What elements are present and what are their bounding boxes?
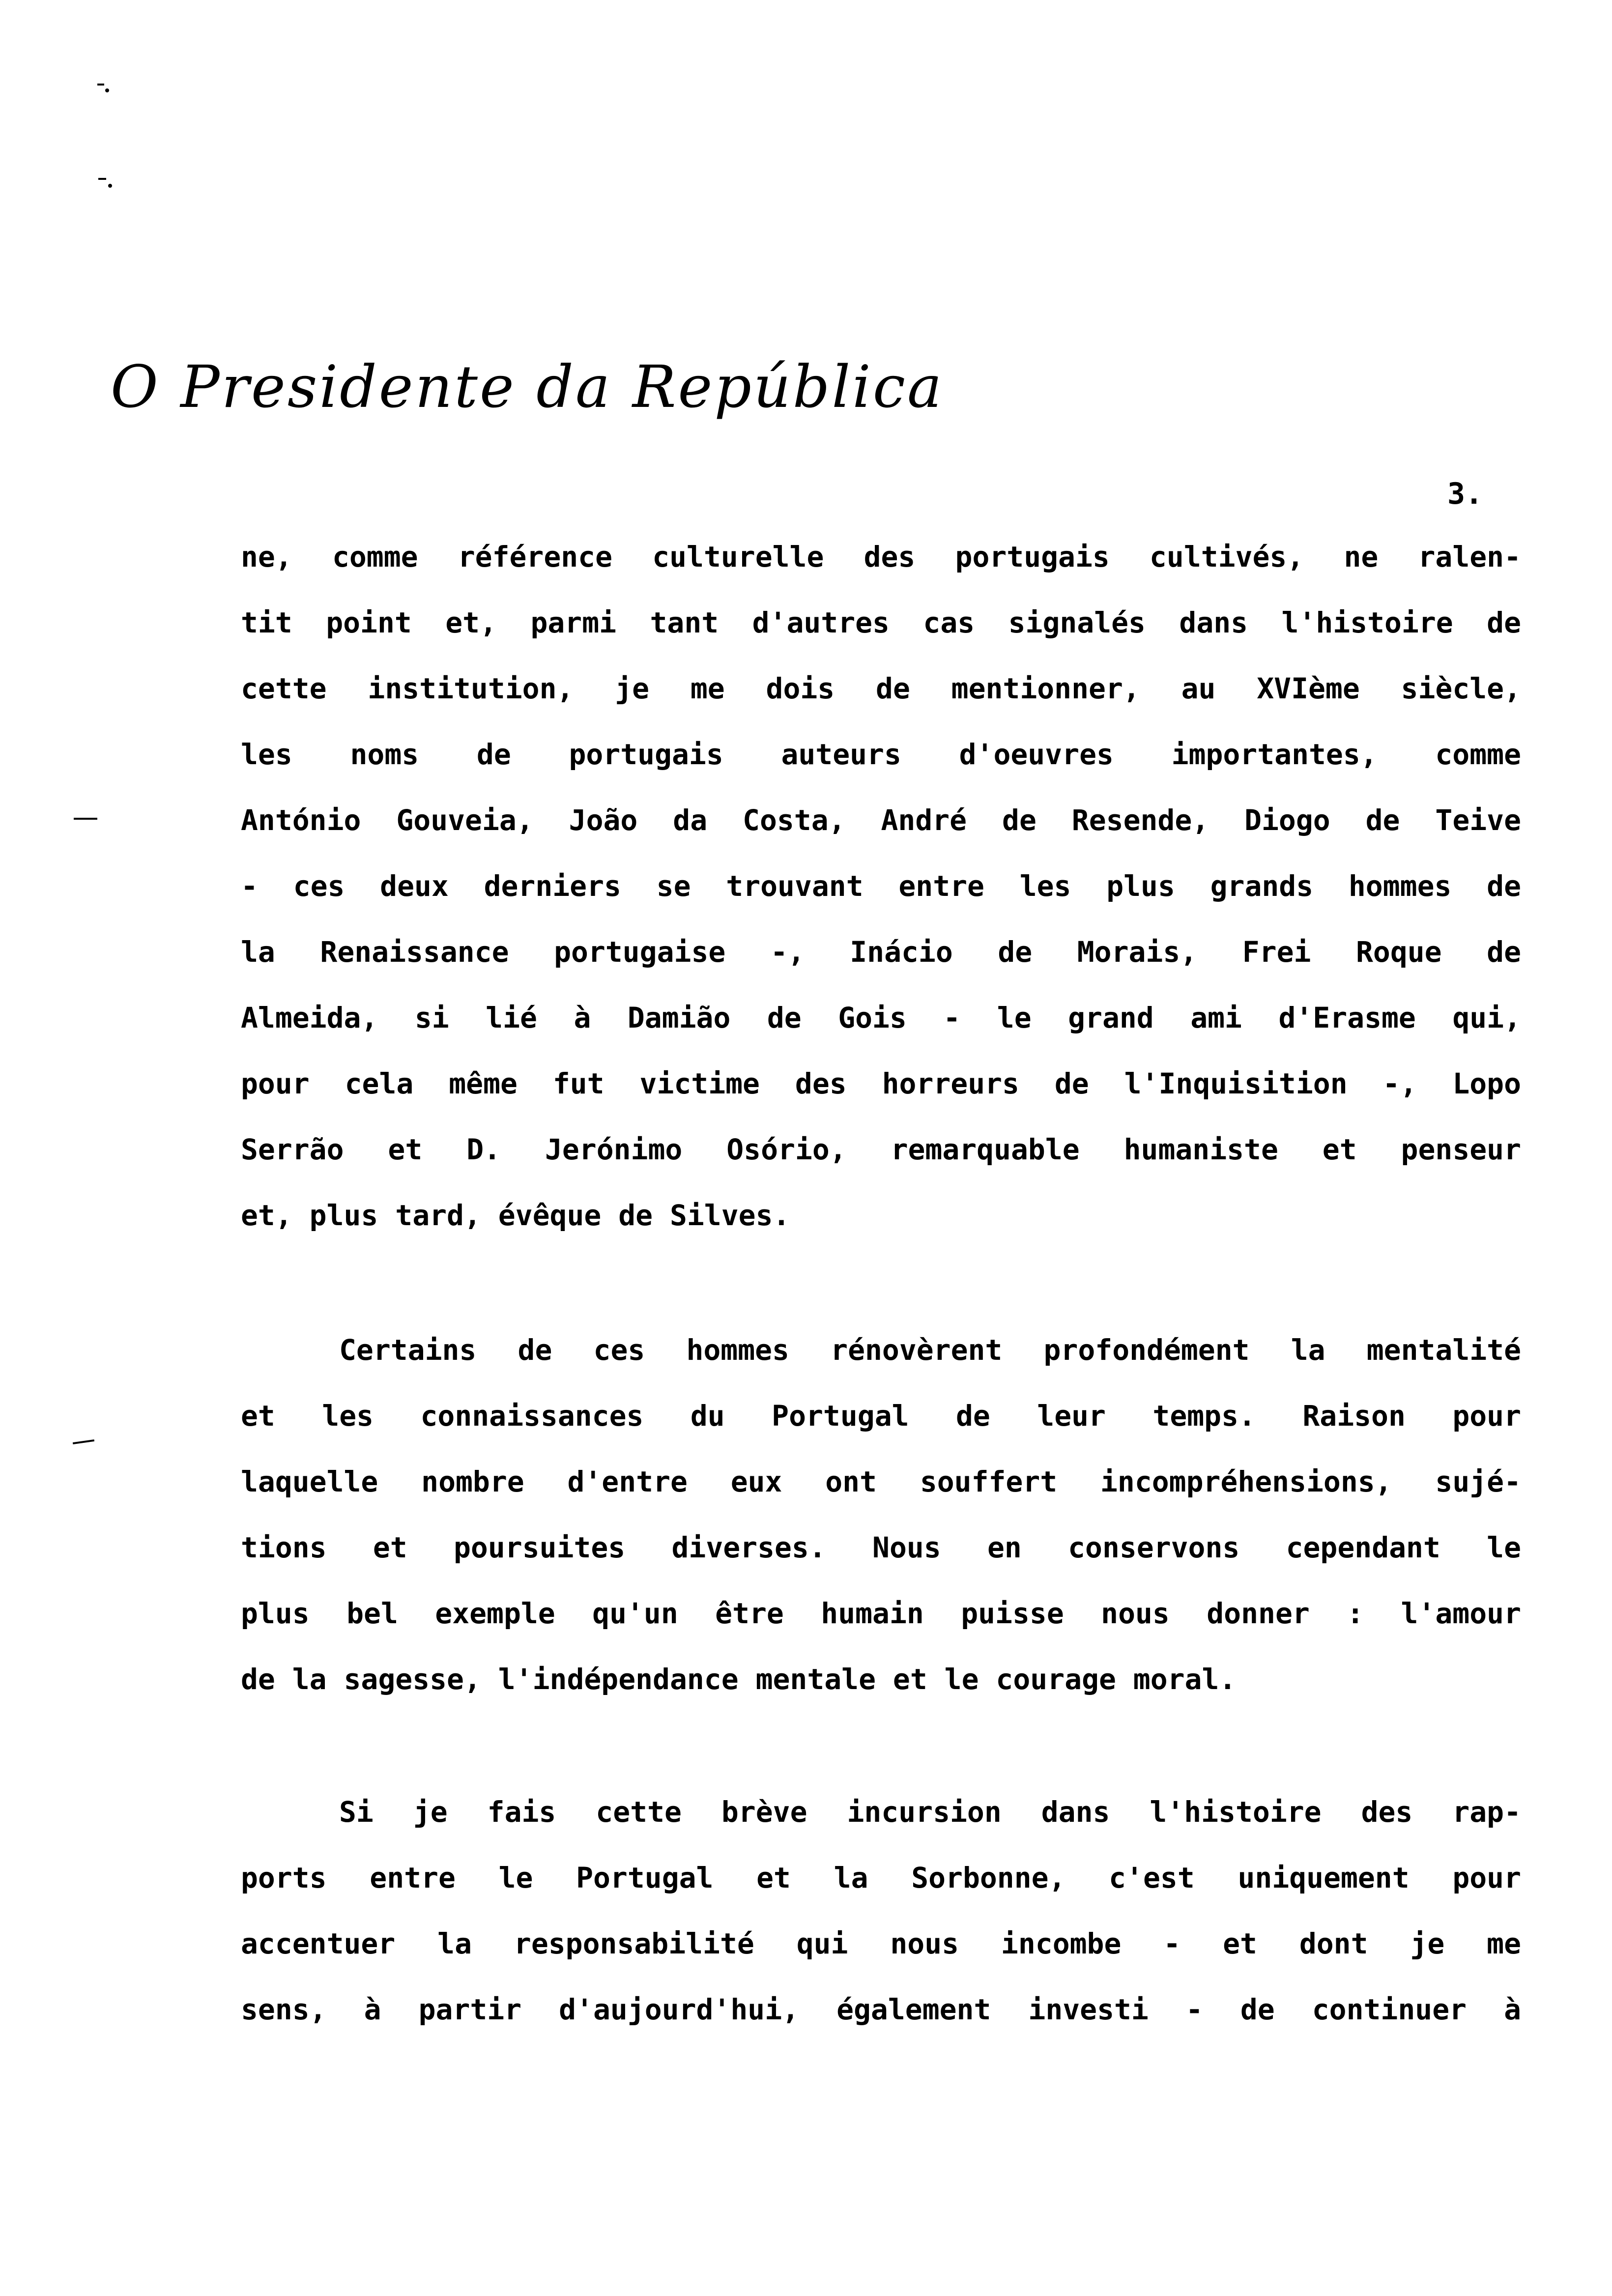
text-line: de la sagesse, l'indépendance mentale et le courage moral. bbox=[241, 1663, 1237, 1696]
text-line: tions et poursuites diverses. Nous en conservons cependant le bbox=[241, 1531, 1521, 1564]
paragraph bbox=[241, 1317, 1521, 1712]
text-line: et, plus tard, évêque de Silves. bbox=[241, 1199, 790, 1232]
text-line: pour cela même fut victime des horreurs de l'Inquisition -, Lopo bbox=[241, 1067, 1521, 1100]
text-line: Serrão et D. Jerónimo Osório, remarquable humaniste et penseur bbox=[241, 1133, 1521, 1166]
margin-mark bbox=[74, 818, 97, 820]
margin-mark bbox=[105, 88, 109, 92]
text-line: - ces deux derniers se trouvant entre les plus grands hommes de bbox=[241, 869, 1521, 903]
paragraph bbox=[241, 1779, 1521, 2042]
paragraph bbox=[241, 524, 1521, 1248]
page-number: 3. bbox=[1447, 477, 1483, 511]
text-line: tit point et, parmi tant d'autres cas signalés dans l'histoire de bbox=[241, 606, 1521, 639]
margin-mark bbox=[108, 184, 112, 188]
text-line: sens, à partir d'aujourd'hui, également investi - de continuer à bbox=[241, 1993, 1521, 2026]
text-line: Si je fais cette brève incursion dans l'histoire des rap- bbox=[339, 1795, 1521, 1829]
text-line: plus bel exemple qu'un être humain puisse nous donner : l'amour bbox=[241, 1597, 1521, 1630]
text-line: et les connaissances du Portugal de leur temps. Raison pour bbox=[241, 1399, 1521, 1433]
margin-mark bbox=[98, 178, 106, 180]
text-line: ports entre le Portugal et la Sorbonne, c'est uniquement pour bbox=[241, 1861, 1521, 1894]
margin-mark bbox=[97, 84, 104, 86]
text-line: les noms de portugais auteurs d'oeuvres importantes, comme bbox=[241, 738, 1521, 771]
text-line: ne, comme référence culturelle des portugais cultivés, ne ralen- bbox=[241, 540, 1521, 574]
margin-mark bbox=[73, 1439, 94, 1444]
text-line: cette institution, je me dois de mentionner, au XVIème siècle, bbox=[241, 672, 1521, 705]
text-line: la Renaissance portugaise -, Inácio de Morais, Frei Roque de bbox=[241, 935, 1521, 969]
letterhead: O Presidente da República bbox=[111, 353, 944, 421]
text-line: accentuer la responsabilité qui nous incombe - et dont je me bbox=[241, 1927, 1521, 1960]
text-line: laquelle nombre d'entre eux ont souffert incompréhensions, sujé- bbox=[241, 1465, 1521, 1498]
text-line: António Gouveia, João da Costa, André de Resende, Diogo de Teive bbox=[241, 804, 1521, 837]
text-line: Almeida, si lié à Damião de Gois - le grand ami d'Erasme qui, bbox=[241, 1001, 1521, 1034]
text-line: Certains de ces hommes rénovèrent profondément la mentalité bbox=[339, 1333, 1521, 1367]
